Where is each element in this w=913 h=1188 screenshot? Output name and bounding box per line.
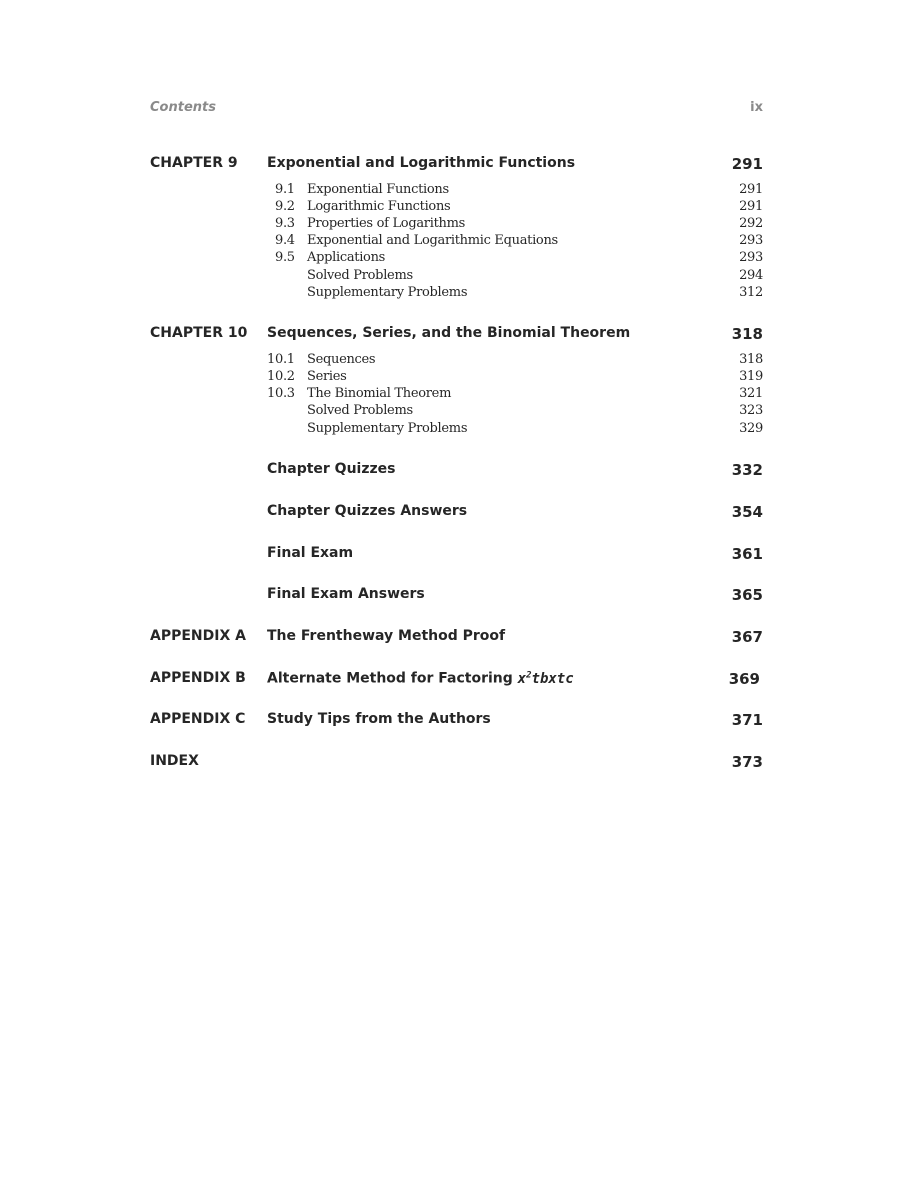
chapter-label: CHAPTER 9 xyxy=(150,155,238,171)
math-expression xyxy=(518,671,574,687)
section-number: 9.4 xyxy=(275,233,295,248)
section-page: 293 xyxy=(739,233,763,248)
entry-title: Final Exam Answers xyxy=(267,586,425,602)
toc-section-entry[interactable] xyxy=(150,369,763,386)
toc-entry-appendix-b[interactable] xyxy=(150,670,763,690)
section-title: Properties of Logarithms xyxy=(307,216,465,231)
running-head-title: Contents xyxy=(150,100,216,115)
entry-page: 367 xyxy=(731,628,763,646)
section-page: 321 xyxy=(739,386,763,401)
toc-section-entry[interactable] xyxy=(150,216,763,233)
appendix-label: APPENDIX C xyxy=(150,711,246,727)
section-page: 323 xyxy=(739,403,763,418)
entry-page: 371 xyxy=(731,711,763,729)
toc-section-entry[interactable] xyxy=(150,182,763,199)
section-number: 9.5 xyxy=(275,250,295,265)
section-page: 291 xyxy=(739,182,763,197)
section-title: Solved Problems xyxy=(307,268,413,283)
section-number: 9.1 xyxy=(275,182,295,197)
toc-entry-appendix-a[interactable] xyxy=(150,628,763,648)
toc-chapter-entry[interactable] xyxy=(150,155,763,175)
running-head-page-number: ix xyxy=(750,100,763,115)
entry-page: 354 xyxy=(731,503,763,521)
section-page: 312 xyxy=(739,285,763,300)
section-title: Logarithmic Functions xyxy=(307,199,451,214)
entry-page: 332 xyxy=(731,461,763,479)
toc-section-entry[interactable] xyxy=(150,285,763,302)
toc-entry-chapter-quizzes[interactable] xyxy=(150,461,763,481)
section-number: 9.3 xyxy=(275,216,295,231)
appendix-label: APPENDIX B xyxy=(150,670,246,686)
toc-entry-chapter-quizzes-answers[interactable] xyxy=(150,503,763,523)
toc-section-entry[interactable] xyxy=(150,386,763,403)
section-title: Supplementary Problems xyxy=(307,421,468,436)
section-number: 10.2 xyxy=(267,369,295,384)
section-page: 292 xyxy=(739,216,763,231)
section-page: 329 xyxy=(739,421,763,436)
chapter-label: CHAPTER 10 xyxy=(150,325,248,341)
toc-chapter-entry[interactable] xyxy=(150,325,763,345)
toc-entry-appendix-c[interactable] xyxy=(150,711,763,731)
section-title: Sequences xyxy=(307,352,376,367)
entry-title: Final Exam xyxy=(267,545,354,561)
toc-section-entry[interactable] xyxy=(150,421,763,438)
entry-title: The Frentheway Method Proof xyxy=(267,628,506,644)
section-title: The Binomial Theorem xyxy=(307,386,452,401)
section-page: 294 xyxy=(739,268,763,283)
entry-title xyxy=(267,670,574,687)
chapter-page: 318 xyxy=(731,325,763,343)
toc-section-entry[interactable] xyxy=(150,199,763,216)
section-page: 318 xyxy=(739,352,763,367)
chapter-title: Sequences, Series, and the Binomial Theorem xyxy=(267,325,631,341)
entry-page: 369 xyxy=(728,670,760,688)
section-number: 9.2 xyxy=(275,199,295,214)
toc-entry-final-exam[interactable] xyxy=(150,545,763,565)
chapter-title: Exponential and Logarithmic Functions xyxy=(267,155,576,171)
section-number: 10.3 xyxy=(267,386,295,401)
section-page: 293 xyxy=(739,250,763,265)
index-label: INDEX xyxy=(150,753,199,769)
entry-page: 365 xyxy=(731,586,763,604)
entry-title: Chapter Quizzes Answers xyxy=(267,503,468,519)
chapter-page: 291 xyxy=(731,155,763,173)
section-title: Supplementary Problems xyxy=(307,285,468,300)
section-page: 319 xyxy=(739,369,763,384)
section-number: 10.1 xyxy=(267,352,295,367)
toc-section-entry[interactable] xyxy=(150,268,763,285)
section-page: 291 xyxy=(739,199,763,214)
entry-title-text: Alternate Method for Factoring xyxy=(267,670,518,687)
entry-page: 373 xyxy=(731,753,763,771)
toc-entry-index[interactable] xyxy=(150,753,763,773)
section-title: Series xyxy=(307,369,347,384)
entry-title: Study Tips from the Authors xyxy=(267,711,491,727)
section-title: Applications xyxy=(307,250,386,265)
toc-entry-final-exam-answers[interactable] xyxy=(150,586,763,606)
toc-section-entry[interactable] xyxy=(150,233,763,250)
entry-title: Chapter Quizzes xyxy=(267,461,396,477)
toc-section-entry[interactable] xyxy=(150,352,763,369)
toc-section-entry[interactable] xyxy=(150,403,763,420)
math-rest: tbxtc xyxy=(531,670,574,687)
running-head xyxy=(150,100,763,120)
toc-section-entry[interactable] xyxy=(150,250,763,267)
entry-page: 361 xyxy=(731,545,763,563)
section-title: Exponential and Logarithmic Equations xyxy=(307,233,558,248)
math-exponent: 2 xyxy=(526,670,532,680)
section-title: Exponential Functions xyxy=(307,182,449,197)
section-title: Solved Problems xyxy=(307,403,413,418)
math-variable: x xyxy=(517,670,527,687)
appendix-label: APPENDIX A xyxy=(150,628,246,644)
